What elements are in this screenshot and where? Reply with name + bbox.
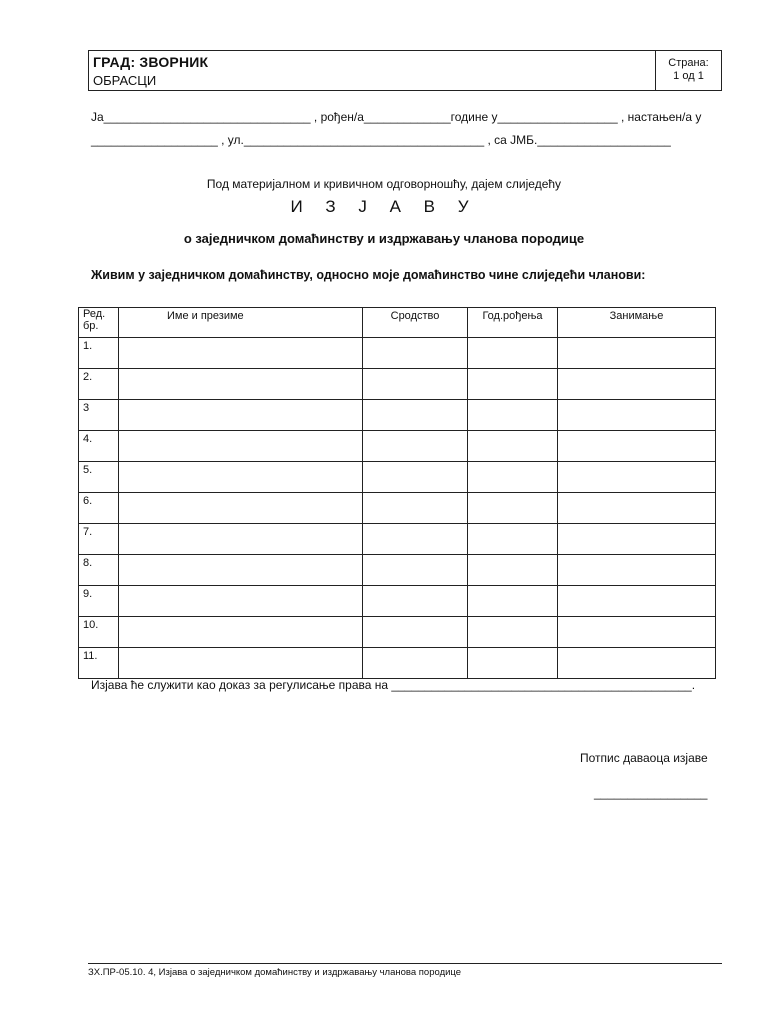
name-cell[interactable] <box>119 493 363 524</box>
header-occupation: Занимање <box>558 308 716 338</box>
table-row <box>79 493 716 524</box>
table-row <box>79 431 716 462</box>
relation-cell[interactable] <box>363 648 468 679</box>
header-title-cell <box>89 51 655 90</box>
row-number: 3 <box>79 400 119 431</box>
row-number: 7. <box>79 524 119 555</box>
table-row <box>79 648 716 679</box>
page-label: Страна: <box>668 57 709 69</box>
birth-year-cell[interactable] <box>468 369 558 400</box>
relation-cell[interactable] <box>363 338 468 369</box>
row-number: 4. <box>79 431 119 462</box>
row-number: 1. <box>79 338 119 369</box>
row-number: 2. <box>79 369 119 400</box>
name-cell[interactable] <box>119 617 363 648</box>
relation-cell[interactable] <box>363 431 468 462</box>
name-cell[interactable] <box>119 462 363 493</box>
header-birth-year: Год.рођења <box>468 308 558 338</box>
occupation-cell[interactable] <box>558 400 716 431</box>
birth-year-cell[interactable] <box>468 493 558 524</box>
household-members-table <box>78 307 716 679</box>
row-number: 5. <box>79 462 119 493</box>
birth-year-cell[interactable] <box>468 462 558 493</box>
relation-cell[interactable] <box>363 524 468 555</box>
table-row <box>79 555 716 586</box>
name-cell[interactable] <box>119 338 363 369</box>
birth-year-cell[interactable] <box>468 338 558 369</box>
occupation-cell[interactable] <box>558 648 716 679</box>
occupation-cell[interactable] <box>558 369 716 400</box>
header-full-name: Име и презиме <box>119 308 363 338</box>
table-row <box>79 524 716 555</box>
relation-cell[interactable] <box>363 586 468 617</box>
name-cell[interactable] <box>119 524 363 555</box>
row-number: 8. <box>79 555 119 586</box>
name-cell[interactable] <box>119 586 363 617</box>
household-heading: Живим у заједничком домаћинству, односно моје домаћинство чине слиједећи чланови: <box>91 268 646 282</box>
personal-info-line-2: ___________________ , ул.____________________________________ , са ЈМБ.____________________ <box>91 133 671 147</box>
relation-cell[interactable] <box>363 555 468 586</box>
header-row-number: Ред. бр. <box>79 308 119 338</box>
table-row <box>79 338 716 369</box>
occupation-cell[interactable] <box>558 524 716 555</box>
relation-cell[interactable] <box>363 400 468 431</box>
footer-divider <box>88 963 722 964</box>
table-row <box>79 462 716 493</box>
declaration-subtitle: о заједничком домаћинству и издржавању чланова породице <box>183 231 585 246</box>
occupation-cell[interactable] <box>558 338 716 369</box>
name-cell[interactable] <box>119 648 363 679</box>
name-cell[interactable] <box>119 400 363 431</box>
name-cell[interactable] <box>119 431 363 462</box>
occupation-cell[interactable] <box>558 555 716 586</box>
document-header <box>88 50 722 91</box>
birth-year-cell[interactable] <box>468 648 558 679</box>
table-row <box>79 400 716 431</box>
row-number: 9. <box>79 586 119 617</box>
header-relation: Сродство <box>363 308 468 338</box>
row-number: 10. <box>79 617 119 648</box>
declaration-intro: Под материјалном и кривичном одговорношћу, дајем слиједећу <box>206 177 562 191</box>
page-value: 1 од 1 <box>673 70 704 82</box>
relation-cell[interactable] <box>363 493 468 524</box>
page-number-cell <box>655 51 721 90</box>
relation-cell[interactable] <box>363 369 468 400</box>
row-number: 6. <box>79 493 119 524</box>
relation-cell[interactable] <box>363 462 468 493</box>
table-row <box>79 617 716 648</box>
table-header-row <box>79 308 716 338</box>
table-row <box>79 369 716 400</box>
name-cell[interactable] <box>119 555 363 586</box>
declaration-title: И З Ј А В У <box>290 197 478 216</box>
occupation-cell[interactable] <box>558 617 716 648</box>
birth-year-cell[interactable] <box>468 400 558 431</box>
occupation-cell[interactable] <box>558 462 716 493</box>
section-label: ОБРАСЦИ <box>93 73 157 88</box>
birth-year-cell[interactable] <box>468 524 558 555</box>
birth-year-cell[interactable] <box>468 555 558 586</box>
birth-year-cell[interactable] <box>468 617 558 648</box>
relation-cell[interactable] <box>363 617 468 648</box>
occupation-cell[interactable] <box>558 431 716 462</box>
birth-year-cell[interactable] <box>468 431 558 462</box>
purpose-statement: Изјава ће служити као доказ за регулисање права на _____________________________________________. <box>91 678 696 692</box>
table-row <box>79 586 716 617</box>
row-number: 11. <box>79 648 119 679</box>
name-cell[interactable] <box>119 369 363 400</box>
city-title: ГРАД: ЗВОРНИК <box>93 54 209 70</box>
signature-label: Потпис даваоца изјаве <box>580 751 708 765</box>
birth-year-cell[interactable] <box>468 586 558 617</box>
personal-info-line-1: Ја_______________________________ , рођен/а_____________године у__________________ , настањен/а у <box>91 110 702 124</box>
footer-reference: ЗХ.ПР-05.10. 4, Изјава о заједничком домаћинству и издржавању чланова породице <box>88 967 462 978</box>
occupation-cell[interactable] <box>558 586 716 617</box>
occupation-cell[interactable] <box>558 493 716 524</box>
signature-line[interactable]: _________________ <box>594 786 708 800</box>
